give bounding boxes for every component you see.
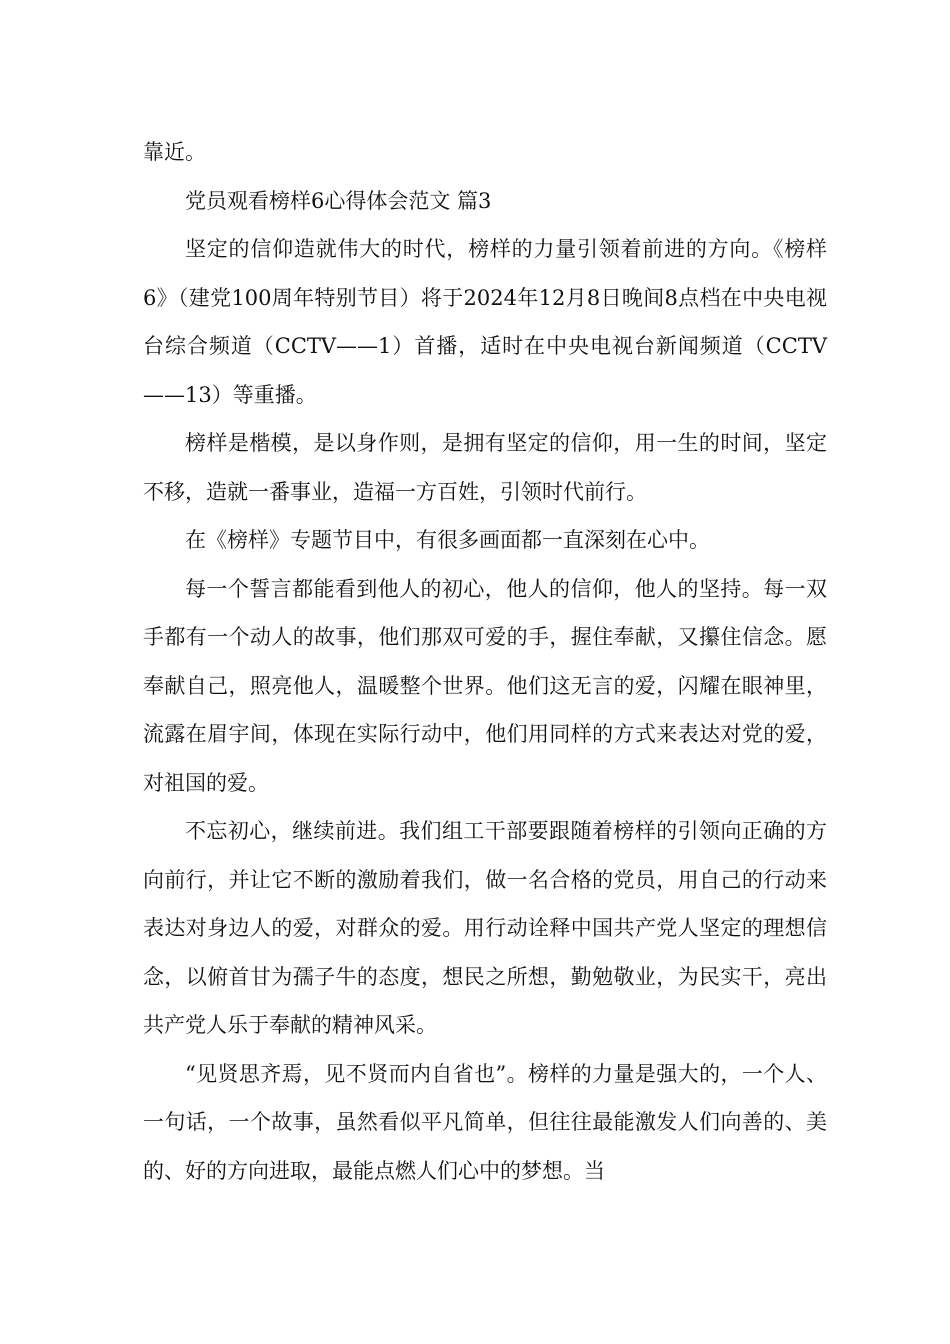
paragraph: 坚定的信仰造就伟大的时代，榜样的力量引领着前进的方向。《榜样6》（建党100周年特别节目）将于2024年12月8日晚间8点档在中央电视台综合频道（CCTV——1）首播，适时在中央电视台新闻频道（CCTV——13）等重播。 bbox=[143, 237, 827, 407]
paragraph: 榜样是楷模，是以身作则，是拥有坚定的信仰，用一生的时间，坚定不移，造就一番事业，造福一方百姓，引领时代前行。 bbox=[143, 431, 827, 504]
paragraph: 每一个誓言都能看到他人的初心，他人的信仰，他人的坚持。每一双手都有一个动人的故事，他们那双可爱的手，握住奉献，又攥住信念。愿奉献自己，照亮他人，温暖整个世界。他们这无言的爱，闪耀在眼神里，流露在眉宇间，体现在实际行动中，他们用同样的方式来表达对党的爱，对祖国的爱。 bbox=[143, 576, 827, 795]
document-body bbox=[143, 128, 827, 1195]
paragraph: 在《榜样》专题节目中，有很多画面都一直深刻在心中。 bbox=[185, 528, 710, 552]
paragraph: “见贤思齐焉，见不贤而内自省也”。榜样的力量是强大的，一个人、一句话，一个故事，虽然看似平凡简单，但往往最能激发人们向善的、美的、好的方向进取，最能点燃人们心中的梦想。当 bbox=[143, 1061, 827, 1183]
paragraph-continuation: 靠近。 bbox=[143, 140, 206, 164]
section-heading: 党员观看榜样6心得体会范文 篇3 bbox=[185, 188, 492, 213]
paragraph: 不忘初心，继续前进。我们组工干部要跟随着榜样的引领向正确的方向前行，并让它不断的激励着我们，做一名合格的党员，用自己的行动来表达对身边人的爱，对群众的爱。用行动诠释中国共产党人坚定的理想信念，以俯首甘为孺子牛的态度，想民之所想，勤勉敬业，为民实干，亮出共产党人乐于奉献的精神风采。 bbox=[143, 819, 827, 1037]
